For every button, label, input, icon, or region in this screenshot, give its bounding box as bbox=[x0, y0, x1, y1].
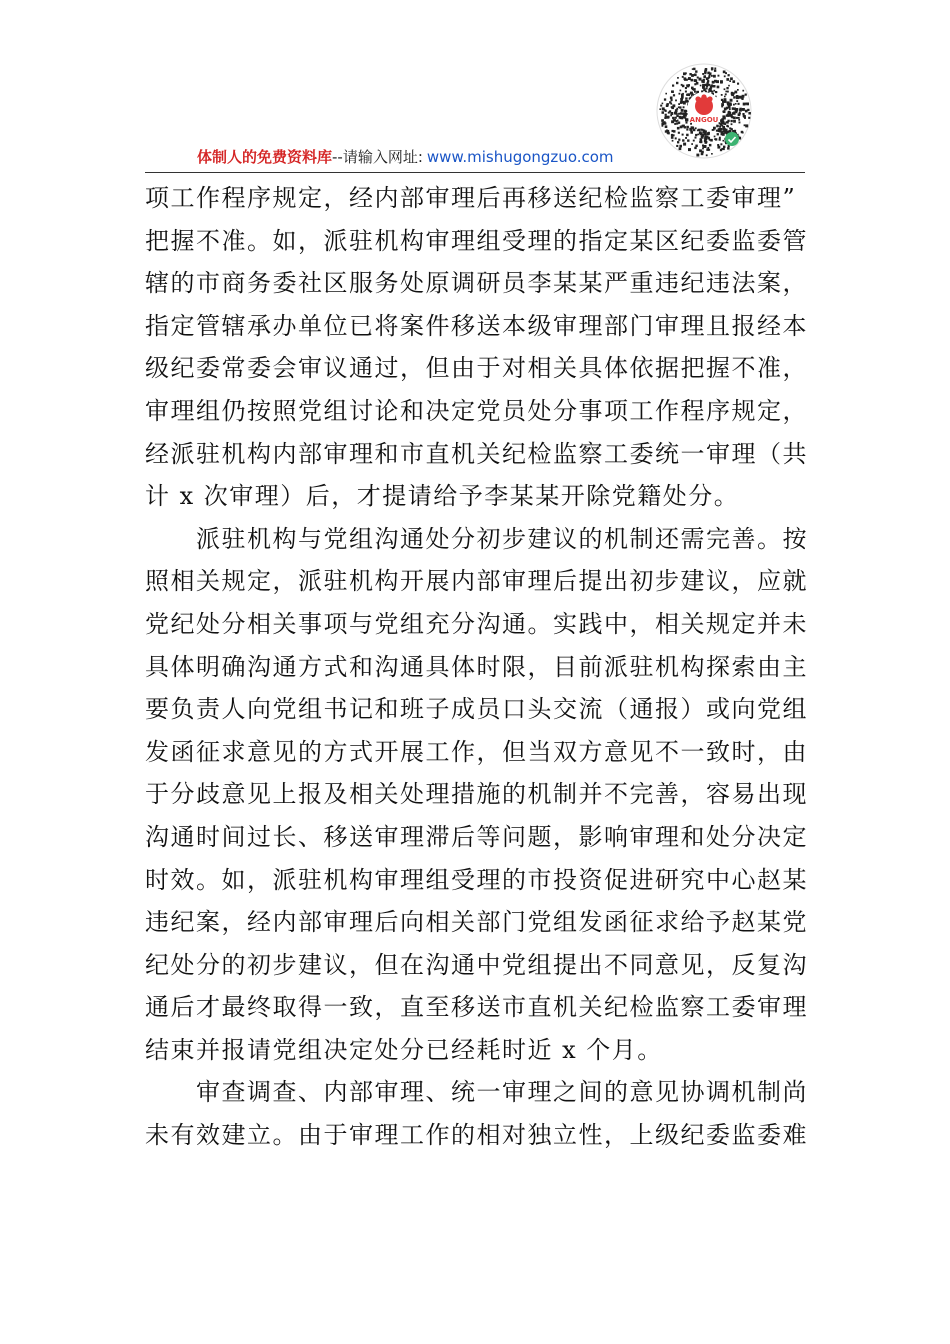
qr-badge-text: ANGOU bbox=[689, 116, 719, 124]
text-line: 时效。如，派驻机构审理组受理的市投资促进研究中心赵某 bbox=[145, 865, 808, 894]
text-line: 辖的市商务委社区服务处原调研员李某某严重违纪违法案， bbox=[145, 269, 808, 298]
header-url-link[interactable]: www.mishugongzuo.com bbox=[426, 148, 614, 166]
paragraph bbox=[145, 177, 810, 518]
text-line: 把握不准。如，派驻机构审理组受理的指定某区纪委监委管 bbox=[145, 226, 808, 255]
paragraph bbox=[145, 518, 810, 1072]
text-line: 党纪处分相关事项与党组充分沟通。实践中，相关规定并未 bbox=[145, 609, 808, 638]
text-line: 结束并报请党组决定处分已经耗时近 x 个月。 bbox=[145, 1035, 663, 1064]
text-line: 未有效建立。由于审理工作的相对独立性，上级纪委监委难 bbox=[145, 1121, 808, 1150]
text-line: 要负责人向党组书记和班子成员口头交流（通报）或向党组 bbox=[145, 695, 808, 724]
paragraph bbox=[145, 1071, 810, 1156]
text-line: 审查调查、内部审理、统一审理之间的意见协调机制尚 bbox=[145, 1078, 808, 1107]
text-line: 通后才最终取得一致，直至移送市直机关纪检监察工委审理 bbox=[145, 993, 808, 1022]
text-line: 照相关规定，派驻机构开展内部审理后提出初步建议，应就 bbox=[145, 567, 808, 596]
text-line: 项工作程序规定，经内部审理后再移送纪检监察工委审理” bbox=[145, 184, 797, 212]
text-line: 计 x 次审理）后，才提请给予李某某开除党籍处分。 bbox=[145, 482, 740, 511]
text-line: 指定管辖承办单位已将案件移送本级审理部门审理且报经本 bbox=[145, 311, 808, 340]
text-line: 发函征求意见的方式开展工作，但当双方意见不一致时，由 bbox=[145, 737, 808, 766]
text-line: 具体明确沟通方式和沟通具体时限，目前派驻机构探索由主 bbox=[145, 652, 808, 681]
text-line: 纪处分的初步建议，但在沟通中党组提出不同意见，反复沟 bbox=[145, 950, 808, 979]
text-line: 审理组仍按照党组讨论和决定党员处分事项工作程序规定， bbox=[145, 396, 808, 425]
text-line: 于分歧意见上报及相关处理措施的机制并不完善，容易出现 bbox=[145, 780, 808, 809]
text-line: 派驻机构与党组沟通处分初步建议的机制还需完善。按 bbox=[145, 524, 808, 553]
document-body bbox=[145, 177, 810, 1157]
page-header bbox=[145, 138, 805, 173]
header-separator: --请输入网址: bbox=[332, 148, 423, 166]
header-text bbox=[197, 146, 614, 167]
text-line: 经派驻机构内部审理和市直机关纪检监察工委统一审理（共 bbox=[145, 439, 808, 468]
text-line: 违纪案，经内部审理后向相关部门党组发函征求给予赵某党 bbox=[145, 908, 808, 937]
text-line: 级纪委常委会审议通过，但由于对相关具体依据把握不准， bbox=[145, 354, 808, 383]
text-line: 沟通时间过长、移送审理滞后等问题，影响审理和处分决定 bbox=[145, 822, 808, 851]
header-site-name: 体制人的免费资料库 bbox=[197, 148, 333, 166]
